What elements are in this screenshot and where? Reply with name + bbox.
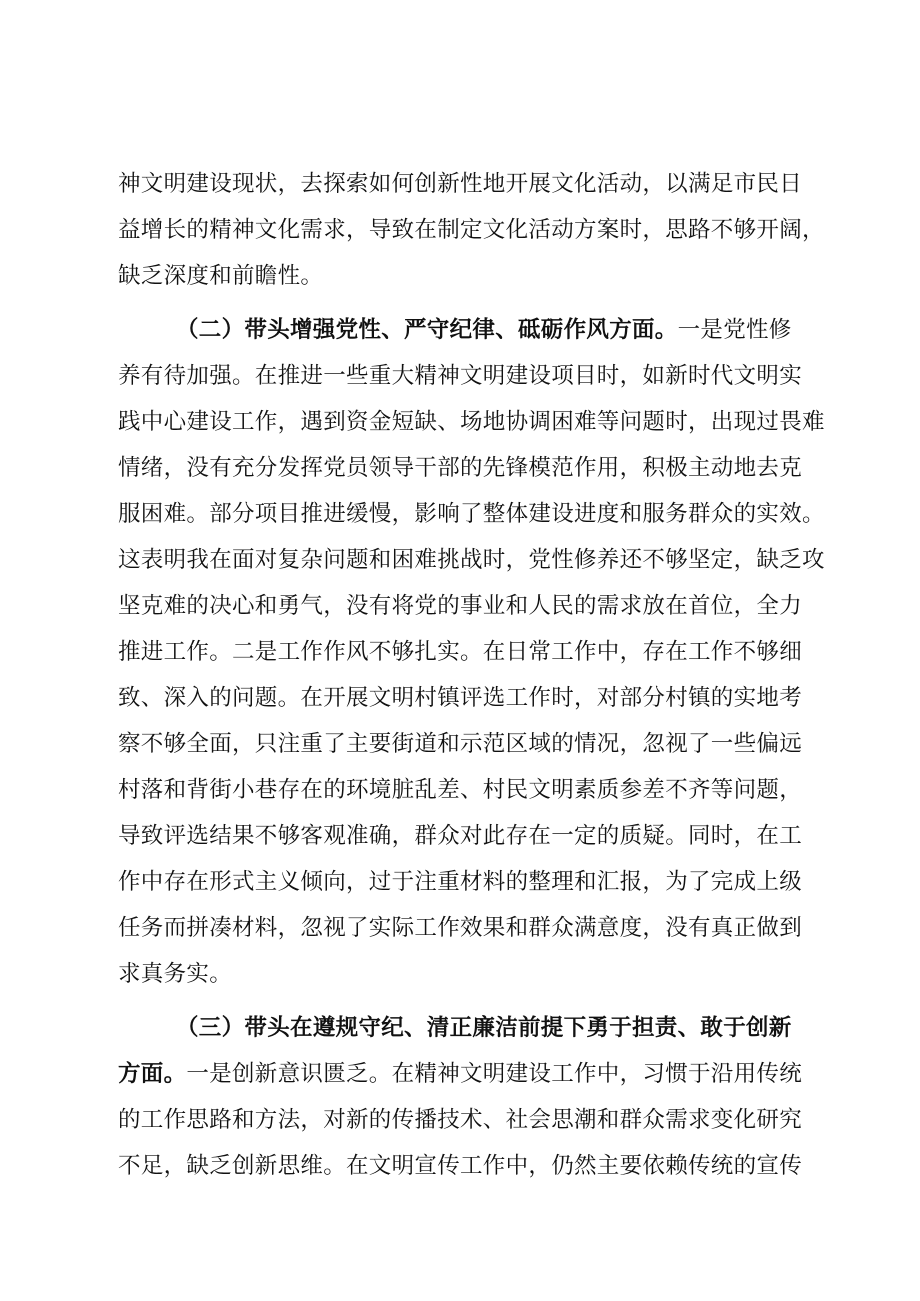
text-line: 推进工作。二是工作作风不够扎实。在日常工作中，存在工作不够细 [118, 639, 803, 665]
text-line: 察不够全面，只注重了主要街道和示范区域的情况，忽视了一些偏远 [118, 731, 803, 757]
text-run: 一是创新意识匮乏。在精神文明建设工作中，习惯于沿用传统 [186, 1061, 803, 1087]
paragraph-3 [118, 1005, 828, 1189]
text-line: 神文明建设现状，去探索如何创新性地开展文化活动，以满足市民日 [118, 171, 803, 197]
text-line: 村落和背街小巷存在的环境脏乱差、村民文明素质参差不齐等问题， [118, 777, 803, 803]
text-line: 任务而拼凑材料，忽视了实际工作效果和群众满意度，没有真正做到 [118, 915, 803, 941]
document-body [118, 161, 828, 1189]
section-heading: （二）带头增强党性、严守纪律、砥砺作风方面。 [176, 317, 678, 343]
text-line: 践中心建设工作，遇到资金短缺、场地协调困难等问题时，出现过畏难 [118, 409, 825, 435]
text-line: 求真务实。 [118, 961, 233, 987]
text-line: 缺乏深度和前瞻性。 [118, 263, 324, 289]
text-line [118, 1051, 828, 1097]
text-line: 益增长的精神文化需求，导致在制定文化活动方案时，思路不够开阔， [118, 217, 825, 243]
text-line: 情绪，没有充分发挥党员领导干部的先锋模范作用，积极主动地去克 [118, 455, 803, 481]
text-line: 作中存在形式主义倾向，过于注重材料的整理和汇报，为了完成上级 [118, 869, 803, 895]
text-run: 一是党性修 [677, 317, 792, 343]
section-heading: （三）带头在遵规守纪、清正廉洁前提下勇于担责、敢于创新 [176, 1015, 792, 1041]
section-heading: 方面。 [118, 1061, 187, 1087]
text-line: 导致评选结果不够客观准确，群众对此存在一定的质疑。同时，在工 [118, 823, 803, 849]
text-line: 的工作思路和方法，对新的传播技术、社会思潮和群众需求变化研究 [118, 1107, 803, 1133]
text-line: 服困难。部分项目推进缓慢，影响了整体建设进度和服务群众的实效。 [118, 501, 825, 527]
paragraph-2 [118, 307, 828, 997]
text-line: 致、深入的问题。在开展文明村镇评选工作时，对部分村镇的实地考 [118, 685, 803, 711]
text-line: 不足，缺乏创新思维。在文明宣传工作中，仍然主要依赖传统的宣传 [118, 1153, 803, 1179]
text-line: 坚克难的决心和勇气，没有将党的事业和人民的需求放在首位，全力 [118, 593, 803, 619]
text-line [118, 307, 828, 353]
paragraph-1 [118, 161, 828, 299]
text-line: 养有待加强。在推进一些重大精神文明建设项目时，如新时代文明实 [118, 363, 803, 389]
text-line: 这表明我在面对复杂问题和困难挑战时，党性修养还不够坚定，缺乏攻 [118, 547, 825, 573]
